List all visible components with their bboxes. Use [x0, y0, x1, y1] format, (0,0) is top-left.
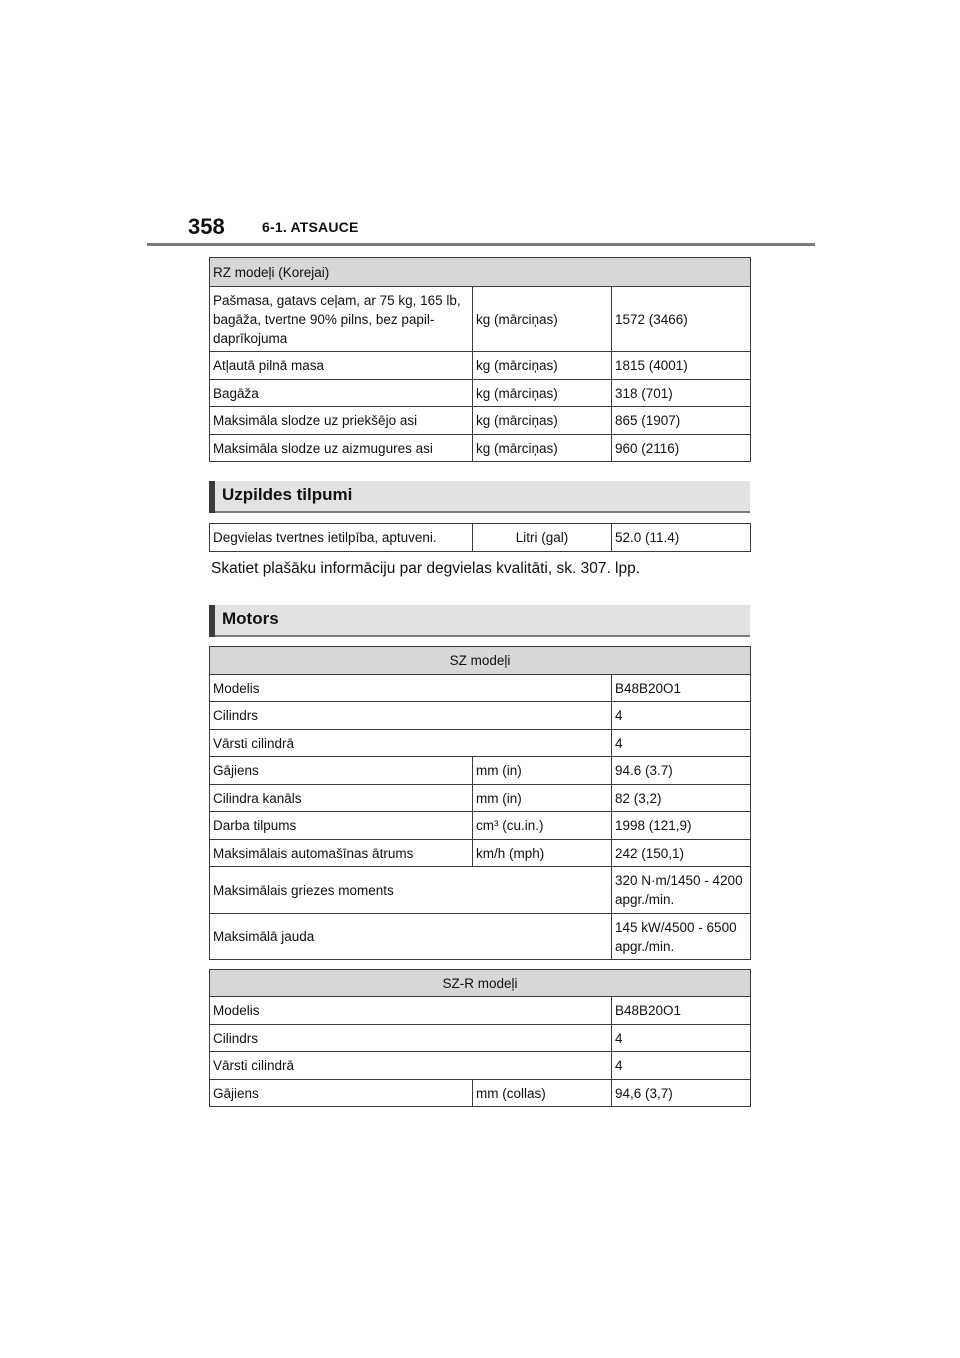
row-value: 82 (3,2)	[612, 785, 751, 812]
row-unit: mm (in)	[473, 757, 612, 785]
row-label: Modelis	[210, 997, 612, 1025]
row-label: Cilindrs	[210, 702, 612, 730]
row-value: 94,6 (3,7)	[612, 1080, 751, 1107]
row-label: Darba tilpums	[210, 812, 473, 840]
fuel-capacity-table	[209, 523, 751, 552]
row-label: Maksimālā jauda	[210, 914, 612, 960]
row-value: 4	[612, 730, 751, 757]
row-unit: kg (mārciņas)	[473, 380, 612, 407]
row-label: Pašmasa, gatavs ceļam, ar 75 kg, 165 lb, bagāža, tvertne 90% pilns, bez papil-daprīkojuma	[210, 287, 473, 352]
row-unit: cm³ (cu.in.)	[473, 812, 612, 840]
row-label: Vārsti cilindrā	[210, 1052, 612, 1080]
row-value: B48B20O1	[612, 997, 751, 1025]
table-row	[210, 730, 751, 757]
fuel-quality-note: Skatiet plašāku informāciju par degvielas kvalitāti, sk. 307. lpp.	[211, 560, 641, 577]
table-row	[210, 1052, 751, 1080]
section-heading-fill	[209, 481, 750, 513]
table-title: RZ modeļi (Korejai)	[210, 258, 751, 287]
row-unit: Litri (gal)	[473, 524, 612, 552]
table-row	[210, 380, 751, 407]
row-value: 242 (150,1)	[612, 840, 751, 867]
table-row	[210, 840, 751, 867]
row-unit: kg (mārciņas)	[473, 435, 612, 462]
table-row	[210, 997, 751, 1025]
heading-accent	[209, 605, 215, 637]
row-value: 320 N·m/1450 - 4200 apgr./min.	[612, 867, 751, 914]
row-label: Maksimāla slodze uz priekšējo asi	[210, 407, 473, 435]
section-title: Uzpildes tilpumi	[222, 485, 353, 504]
row-value: 960 (2116)	[612, 435, 751, 462]
row-label: Modelis	[210, 675, 612, 702]
row-label: Gājiens	[210, 757, 473, 785]
row-unit: km/h (mph)	[473, 840, 612, 867]
szr-engine-table	[209, 969, 751, 1107]
row-unit: kg (mārciņas)	[473, 407, 612, 435]
row-label: Cilindrs	[210, 1025, 612, 1052]
row-value: 865 (1907)	[612, 407, 751, 435]
table-title: SZ-R modeļi	[210, 970, 751, 997]
row-value: B48B20O1	[612, 675, 751, 702]
table-row	[210, 1025, 751, 1052]
row-label: Maksimālais automašīnas ātrums	[210, 840, 473, 867]
row-value: 1572 (3466)	[612, 287, 751, 352]
row-label: Maksimāla slodze uz aizmugures asi	[210, 435, 473, 462]
row-value: 4	[612, 1052, 751, 1080]
row-label: Maksimālais griezes moments	[210, 867, 612, 914]
sz-engine-table	[209, 646, 751, 960]
row-label: Atļautā pilnā masa	[210, 352, 473, 380]
table-row	[210, 407, 751, 435]
page-number: 358	[188, 214, 225, 239]
section-label: 6-1. ATSAUCE	[262, 219, 359, 235]
table-row	[210, 435, 751, 462]
table-row	[210, 352, 751, 380]
row-label: Gājiens	[210, 1080, 473, 1107]
row-value: 1815 (4001)	[612, 352, 751, 380]
table-row	[210, 702, 751, 730]
rz-weights-table	[209, 257, 751, 462]
row-value: 4	[612, 1025, 751, 1052]
heading-accent	[209, 481, 215, 513]
table-row	[210, 914, 751, 960]
row-value: 318 (701)	[612, 380, 751, 407]
table-row	[210, 867, 751, 914]
table-title: SZ modeļi	[210, 647, 751, 675]
row-label: Cilindra kanāls	[210, 785, 473, 812]
row-label: Degvielas tvertnes ietilpība, aptuveni.	[210, 524, 473, 552]
section-title: Motors	[222, 609, 279, 628]
row-value: 94.6 (3.7)	[612, 757, 751, 785]
table-row	[210, 785, 751, 812]
row-label: Vārsti cilindrā	[210, 730, 612, 757]
row-unit: mm (collas)	[473, 1080, 612, 1107]
table-row	[210, 524, 751, 552]
row-unit: kg (mārciņas)	[473, 352, 612, 380]
row-value: 52.0 (11.4)	[612, 524, 751, 552]
row-unit: mm (in)	[473, 785, 612, 812]
table-row	[210, 812, 751, 840]
row-label: Bagāža	[210, 380, 473, 407]
table-row	[210, 675, 751, 702]
row-unit: kg (mārciņas)	[473, 287, 612, 352]
table-row	[210, 757, 751, 785]
table-row	[210, 1080, 751, 1107]
header-rule	[147, 243, 815, 246]
section-heading-motor	[209, 605, 750, 637]
row-value: 1998 (121,9)	[612, 812, 751, 840]
row-value: 4	[612, 702, 751, 730]
row-value: 145 kW/4500 - 6500 apgr./min.	[612, 914, 751, 960]
table-row	[210, 287, 751, 352]
